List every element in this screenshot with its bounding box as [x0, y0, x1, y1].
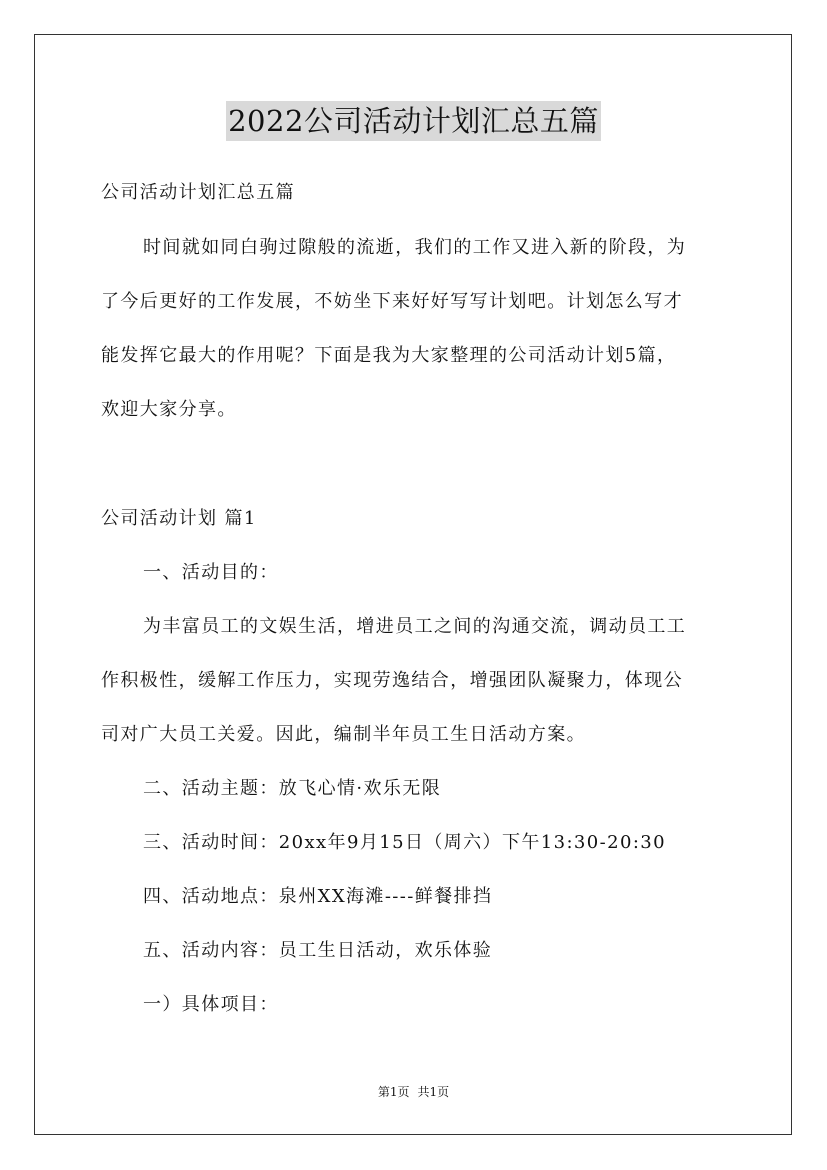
item-line: 三、活动时间：20xx年9月15日（周六）下午13:30-20:30 [143, 832, 666, 853]
paragraph-line: 为丰富员工的文娱生活，增进员工之间的沟通交流，调动员工工 [143, 616, 687, 637]
paragraph-line: 了今后更好的工作发展，不妨坐下来好好写写计划吧。计划怎么写才 [101, 291, 683, 312]
paragraph-line: 能发挥它最大的作用呢？下面是我为大家整理的公司活动计划5篇， [101, 345, 677, 366]
subtitle-line: 公司活动计划汇总五篇 [101, 182, 295, 203]
document-title: 2022公司活动计划汇总五篇 [226, 101, 601, 141]
page-footer [0, 1084, 827, 1100]
section-heading: 公司活动计划 篇1 [101, 508, 257, 529]
paragraph-line: 司对广大员工关爱。因此，编制半年员工生日活动方案。 [101, 724, 586, 745]
item-line: 五、活动内容：员工生日活动，欢乐体验 [143, 940, 493, 961]
item-heading: 一、活动目的： [143, 562, 279, 583]
page-number: 第1页 [377, 1085, 410, 1099]
paragraph-line: 时间就如同白驹过隙般的流逝，我们的工作又进入新的阶段，为 [143, 237, 687, 258]
paragraph-line: 作积极性，缓解工作压力，实现劳逸结合，增强团队凝聚力，体现公 [101, 670, 683, 691]
item-line: 一）具体项目： [143, 994, 279, 1015]
item-line: 二、活动主题：放飞心情·欢乐无限 [143, 778, 442, 799]
page-total: 共1页 [417, 1085, 450, 1099]
title-container [0, 101, 827, 141]
item-line: 四、活动地点：泉州XX海滩----鲜餐排挡 [143, 886, 493, 907]
paragraph-line: 欢迎大家分享。 [101, 399, 237, 420]
